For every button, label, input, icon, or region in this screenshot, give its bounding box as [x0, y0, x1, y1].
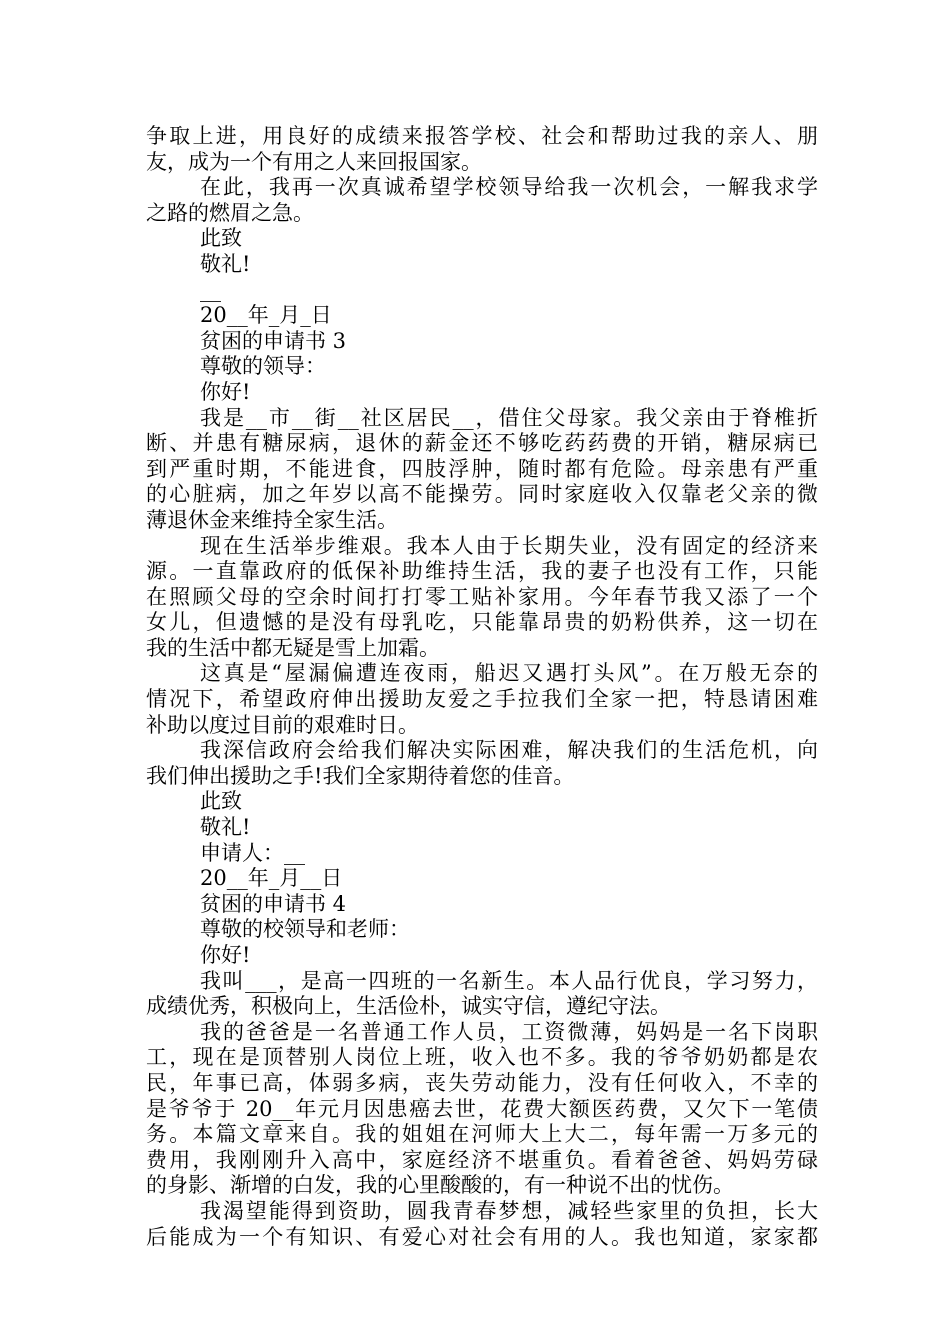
- text-line: 我深信政府会给我们解决实际困难，解决我们的生活危机，向: [200, 738, 818, 763]
- text-line: 民，年事已高，体弱多病，丧失劳动能力，没有任何收入，不幸的: [146, 1070, 818, 1095]
- text-line: 我是__市__街__社区居民__，借住父母家。我父亲由于脊椎折: [200, 405, 818, 430]
- text-line: 我叫___，是高一四班的一名新生。本人品行优良，学习努力，: [200, 968, 818, 993]
- text-line: 尊敬的领导：: [200, 354, 326, 379]
- text-line: 成绩优秀，积极向上，生活俭朴，诚实守信，遵纪守法。: [146, 994, 671, 1019]
- text-line: 是爷爷于 20__年元月因患癌去世，花费大额医药费，又欠下一笔债: [146, 1096, 818, 1121]
- text-line: 我的爸爸是一名普通工作人员，工资微薄，妈妈是一名下岗职: [200, 1019, 818, 1044]
- text-line: 之路的燃眉之急。: [146, 200, 314, 225]
- text-line: 的身影、渐增的白发，我的心里酸酸的，有一种说不出的忧伤。: [146, 1173, 734, 1198]
- text-line: 费用，我刚刚升入高中，家庭经济不堪重负。看着爸爸、妈妈劳碌: [146, 1147, 818, 1172]
- text-line: 后能成为一个有知识、有爱心对社会有用的人。我也知道，家家都: [146, 1224, 818, 1249]
- text-line: 20__年_月__日: [200, 866, 343, 891]
- text-line: 到严重时期，不能进食，四肢浮肿，随时都有危险。母亲患有严重: [146, 456, 818, 481]
- text-line: 贫困的申请书 4: [200, 891, 347, 916]
- text-line: 现在生活举步维艰。我本人由于长期失业，没有固定的经济来: [200, 533, 818, 558]
- text-line: 情况下，希望政府伸出援助友爱之手拉我们全家一把，特恳请困难: [146, 687, 818, 712]
- text-line: 薄退休金来维持全家生活。: [146, 507, 398, 532]
- text-line: 补助以度过目前的艰难时日。: [146, 712, 419, 737]
- text-line: 的心脏病，加之年岁以高不能操劳。同时家庭收入仅靠老父亲的微: [146, 482, 818, 507]
- text-line: 在此，我再一次真诚希望学校领导给我一次机会，一解我求学: [200, 175, 818, 200]
- text-line: 此致: [200, 789, 242, 814]
- text-line: 务。本篇文章来自。我的姐姐在河师大上大二，每年需一万多元的: [146, 1122, 818, 1147]
- text-line: __: [200, 277, 221, 302]
- text-line: 在照顾父母的空余时间打打零工贴补家用。今年春节我又添了一个: [146, 584, 818, 609]
- text-line: 申请人：__: [200, 840, 305, 865]
- text-line: 你好!: [200, 943, 251, 967]
- text-line: 尊敬的校领导和老师：: [200, 917, 410, 942]
- text-line: 源。一直靠政府的低保补助维持生活，我的妻子也没有工作，只能: [146, 559, 818, 584]
- text-line: 你好!: [200, 379, 251, 404]
- text-line: 工，现在是顶替别人岗位上班，收入也不多。我的爷爷奶奶都是农: [146, 1045, 818, 1070]
- text-line: 这真是“屋漏偏遭连夜雨，船迟又遇打头风”。在万般无奈的: [200, 661, 818, 686]
- text-line: 我们伸出援助之手!我们全家期待着您的佳音。: [146, 763, 575, 788]
- text-line: 女儿，但遗憾的是没有母乳吃，只能靠昂贵的奶粉供养，这一切在: [146, 610, 818, 635]
- text-line: 争取上进，用良好的成绩来报答学校、社会和帮助过我的亲人、朋: [146, 124, 818, 148]
- text-line: 此致: [200, 226, 242, 251]
- text-line: 贫困的申请书 3: [200, 328, 347, 353]
- text-line: 我的生活中都无疑是雪上加霜。: [146, 635, 440, 660]
- document-body: [146, 124, 818, 1250]
- text-line: 敬礼!: [200, 815, 251, 840]
- text-line: 友，成为一个有用之人来回报国家。: [146, 149, 482, 174]
- text-line: 20__年_月_日: [200, 303, 332, 328]
- text-line: 敬礼!: [200, 251, 251, 276]
- text-line: 断、并患有糖尿病，退休的薪金还不够吃药药费的开销，糖尿病已: [146, 431, 818, 456]
- text-line: 我渴望能得到资助，圆我青春梦想，减轻些家里的负担，长大: [200, 1198, 818, 1223]
